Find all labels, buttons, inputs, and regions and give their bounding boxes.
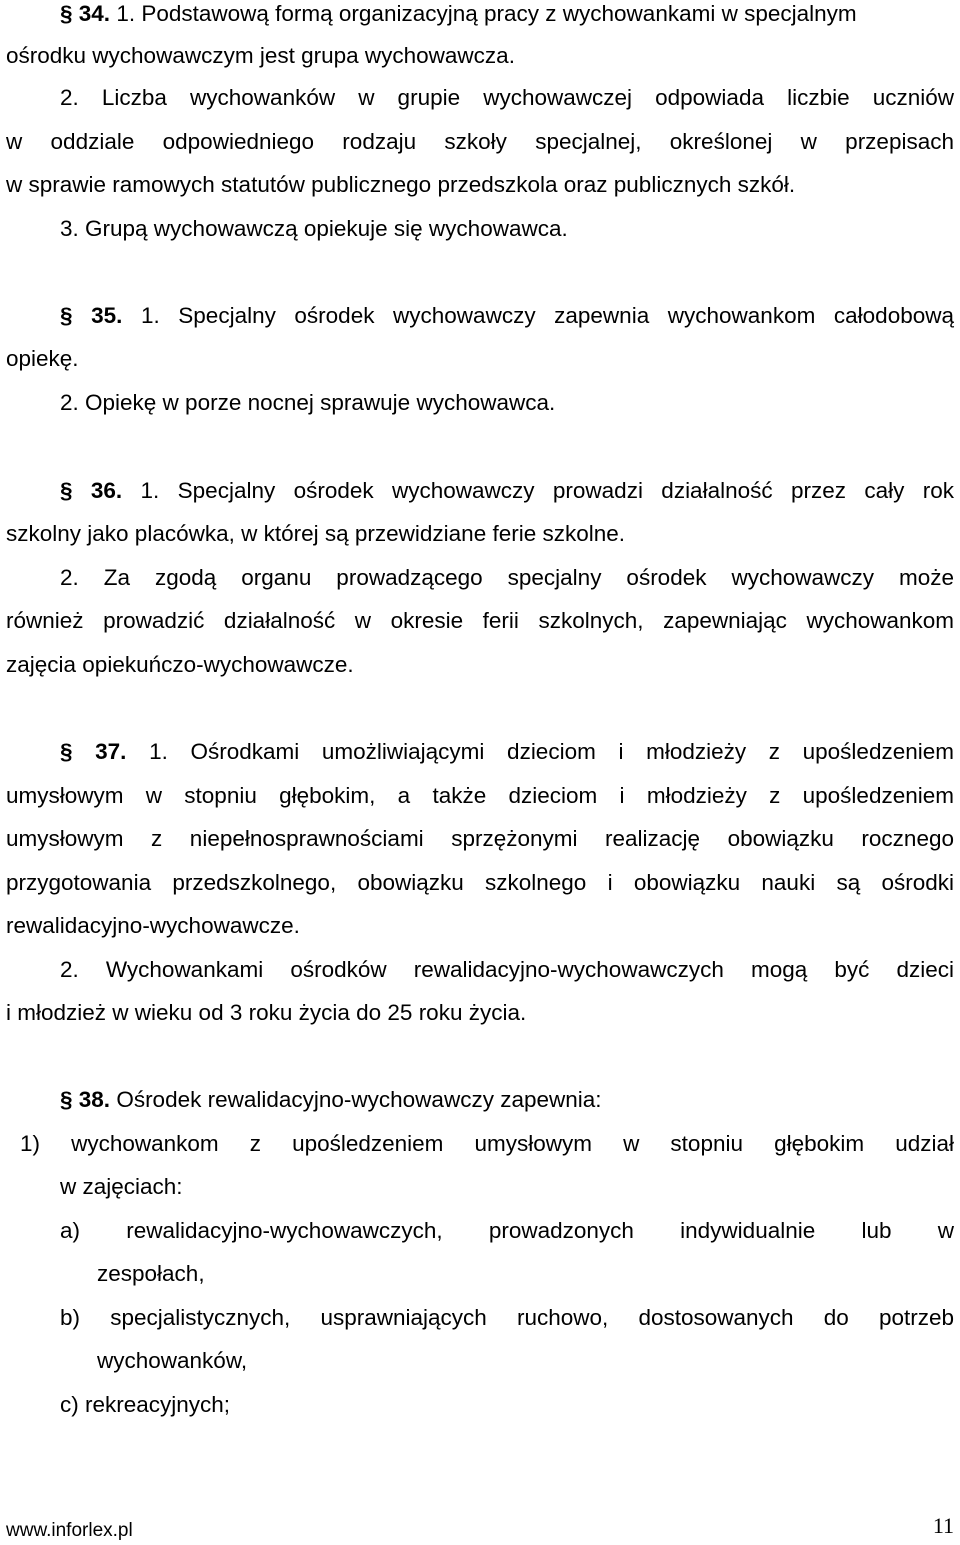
paragraph-35-line-1 [60,302,954,330]
paragraph-34-2-line-1: 2. Liczba wychowanków w grupie wychowawczej odpowiada liczbie uczniów [60,85,954,110]
paragraph-34-line-1 [60,0,960,28]
paragraph-34-3: 3. Grupą wychowawczą opiekuje się wychowawca. [60,216,568,241]
paragraph-35-2: 2. Opiekę w porze nocnej sprawuje wychowawca. [60,390,556,415]
paragraph-37-line-4: przygotowania przedszkolnego, obowiązku szkolnego i obowiązku nauki są ośrodki [6,870,954,895]
section-heading-37: § 37. [60,739,127,764]
list-item-b-line-2: wychowanków, [97,1348,248,1373]
paragraph-38-intro [60,1086,960,1114]
paragraph-36-line-1 [60,477,954,505]
list-item-a-line-2: zespołach, [97,1261,205,1286]
paragraph-34-text-1: 1. Podstawową formą organizacyjną pracy z wychowankami w specjalnym [116,1,857,26]
paragraph-34-2-line-2: w oddziale odpowiedniego rodzaju szkoły specjalnej, określonej w przepisach [6,129,954,154]
paragraph-34-2-line-3: w sprawie ramowych statutów publicznego przedszkola oraz publicznych szkół. [6,172,796,197]
paragraph-35-text-1: 1. Specjalny ośrodek wychowawczy zapewnia wychowankom całodobową [140,303,954,328]
section-heading-38: § 38. [60,1087,111,1112]
paragraph-34-line-2: ośrodku wychowawczym jest grupa wychowawcza. [6,43,515,68]
paragraph-36-text-1: 1. Specjalny ośrodek wychowawczy prowadzi działalność przez cały rok [140,478,954,503]
paragraph-36-2-line-3: zajęcia opiekuńczo-wychowawcze. [6,652,354,677]
paragraph-37-line-3: umysłowym z niepełnosprawnościami sprzężonymi realizację obowiązku rocznego [6,826,954,851]
section-heading-36: § 36. [60,478,123,503]
paragraph-37-2-line-2: i młodzież w wieku od 3 roku życia do 25 roku życia. [6,1000,527,1025]
paragraph-37-line-2: umysłowym w stopniu głębokim, a także dzieciom i młodzieży z upośledzeniem [6,783,954,808]
paragraph-37-line-1 [60,738,954,766]
list-item-c: c) rekreacyjnych; [60,1392,231,1417]
paragraph-38-text: Ośrodek rewalidacyjno-wychowawczy zapewnia: [116,1087,602,1112]
paragraph-35-line-2: opiekę. [6,346,79,371]
list-item-b-line-1: b) specjalistycznych, usprawniających ruchowo, dostosowanych do potrzeb [60,1305,954,1330]
section-heading-35: § 35. [60,303,123,328]
page-number: 11 [932,1513,954,1538]
list-item-1-line-1: 1) wychowankom z upośledzeniem umysłowym w stopniu głębokim udział [20,1131,954,1156]
paragraph-37-line-5: rewalidacyjno-wychowawcze. [6,913,300,938]
list-item-a-line-1: a) rewalidacyjno-wychowawczych, prowadzonych indywidualnie lub w [60,1218,954,1243]
paragraph-37-text-1: 1. Ośrodkami umożliwiającymi dzieciom i młodzieży z upośledzeniem [149,739,954,764]
list-item-1-line-2: w zajęciach: [60,1174,183,1199]
paragraph-36-2-line-1: 2. Za zgodą organu prowadzącego specjalny ośrodek wychowawczy może [60,565,954,590]
paragraph-36-2-line-2: również prowadzić działalność w okresie ferii szkolnych, zapewniając wychowankom [6,608,954,633]
section-heading-34: § 34. [60,1,111,26]
paragraph-36-line-2: szkolny jako placówka, w której są przewidziane ferie szkolne. [6,521,626,546]
paragraph-37-2-line-1: 2. Wychowankami ośrodków rewalidacyjno-wychowawczych mogą być dzieci [60,957,954,982]
footer-url: www.inforlex.pl [6,1520,133,1541]
